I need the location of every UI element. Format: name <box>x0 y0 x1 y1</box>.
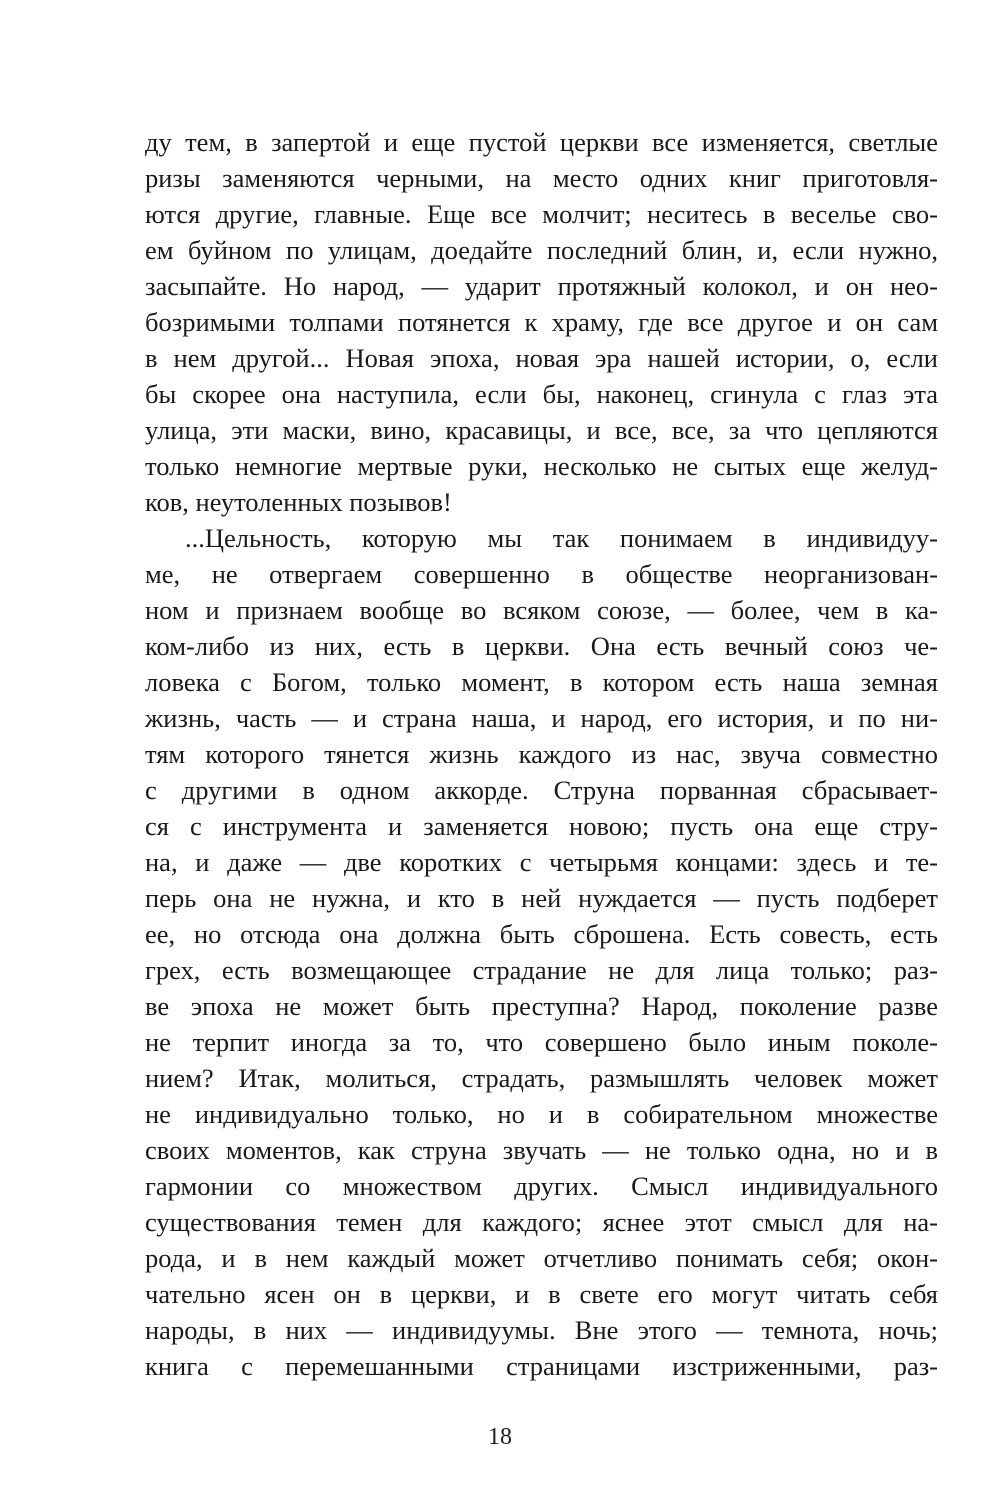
text-line: ном и признаем вообще во всяком союзе, — более, чем в ка- <box>145 595 938 625</box>
text-line: ловека с Богом, только момент, в котором есть наша земная <box>145 667 938 697</box>
text-line: бозримыми толпами потянется к храму, где все другое и он сам <box>145 307 938 337</box>
text-line: с другими в одном аккорде. Струна порванная сбрасывает- <box>145 775 938 805</box>
text-line: ее, но отсюда она должна быть сброшена. Есть совесть, есть <box>145 919 938 949</box>
text-line: ...Цельность, которую мы так понимаем в индивидуу- <box>185 523 938 553</box>
text-line: нием? Итак, молиться, страдать, размышлять человек может <box>145 1063 938 1093</box>
text-line: на, и даже — две коротких с четырьмя концами: здесь и те- <box>145 847 938 877</box>
text-line: существования темен для каждого; яснее этот смысл для на- <box>145 1207 938 1237</box>
text-line: чательно ясен он в церкви, и в свете его могут читать себя <box>145 1279 938 1309</box>
body-text <box>145 124 938 1384</box>
text-line: ме, не отвергаем совершенно в обществе неорганизован- <box>145 559 938 589</box>
text-line: ризы заменяются черными, на место одних книг приготовля- <box>145 163 938 193</box>
text-line: ся с инструмента и заменяется новою; пусть она еще стру- <box>145 811 938 841</box>
text-line: народы, в них — индивидуумы. Вне этого — темнота, ночь; <box>145 1315 938 1345</box>
text-line: своих моментов, как струна звучать — не только одна, но и в <box>145 1135 938 1165</box>
text-line: ду тем, в запертой и еще пустой церкви все изменяется, светлые <box>145 127 938 157</box>
text-line: ком-либо из них, есть в церкви. Она есть вечный союз че- <box>145 631 938 661</box>
text-line: ве эпоха не может быть преступна? Народ, поколение разве <box>145 991 938 1021</box>
text-line: гармонии со множеством других. Смысл индивидуального <box>145 1171 938 1201</box>
text-line: ются другие, главные. Еще все молчит; неситесь в веселье сво- <box>145 199 938 229</box>
text-line: бы скорее она наступила, если бы, наконец, сгинула с глаз эта <box>145 379 938 409</box>
text-line: не индивидуально только, но и в собирательном множестве <box>145 1099 938 1129</box>
text-line: засыпайте. Но народ, — ударит протяжный колокол, и он нео- <box>145 271 938 301</box>
text-line: только немногие мертвые руки, несколько не сытых еще желуд- <box>145 451 938 481</box>
text-line: ков, неутоленных позывов! <box>145 487 452 517</box>
text-line: ем буйном по улицам, доедайте последний блин, и, если нужно, <box>145 235 938 265</box>
text-line: перь она не нужна, и кто в ней нуждается — пусть подберет <box>145 883 938 913</box>
text-line: тям которого тянется жизнь каждого из нас, звуча совместно <box>145 739 938 769</box>
text-line: рода, и в нем каждый может отчетливо понимать себя; окон- <box>145 1243 938 1273</box>
text-line: грех, есть возмещающее страдание не для лица только; раз- <box>145 955 938 985</box>
text-line: книга с перемешанными страницами изстриженными, раз- <box>145 1351 938 1381</box>
text-line: в нем другой... Новая эпоха, новая эра нашей истории, о, если <box>145 343 938 373</box>
text-line: улица, эти маски, вино, красавицы, и все, все, за что цепляются <box>145 415 938 445</box>
page-number: 18 <box>488 1424 512 1450</box>
text-line: жизнь, часть — и страна наша, и народ, его история, и по ни- <box>145 703 938 733</box>
text-line: не терпит иногда за то, что совершено было иным поколе- <box>145 1027 938 1057</box>
